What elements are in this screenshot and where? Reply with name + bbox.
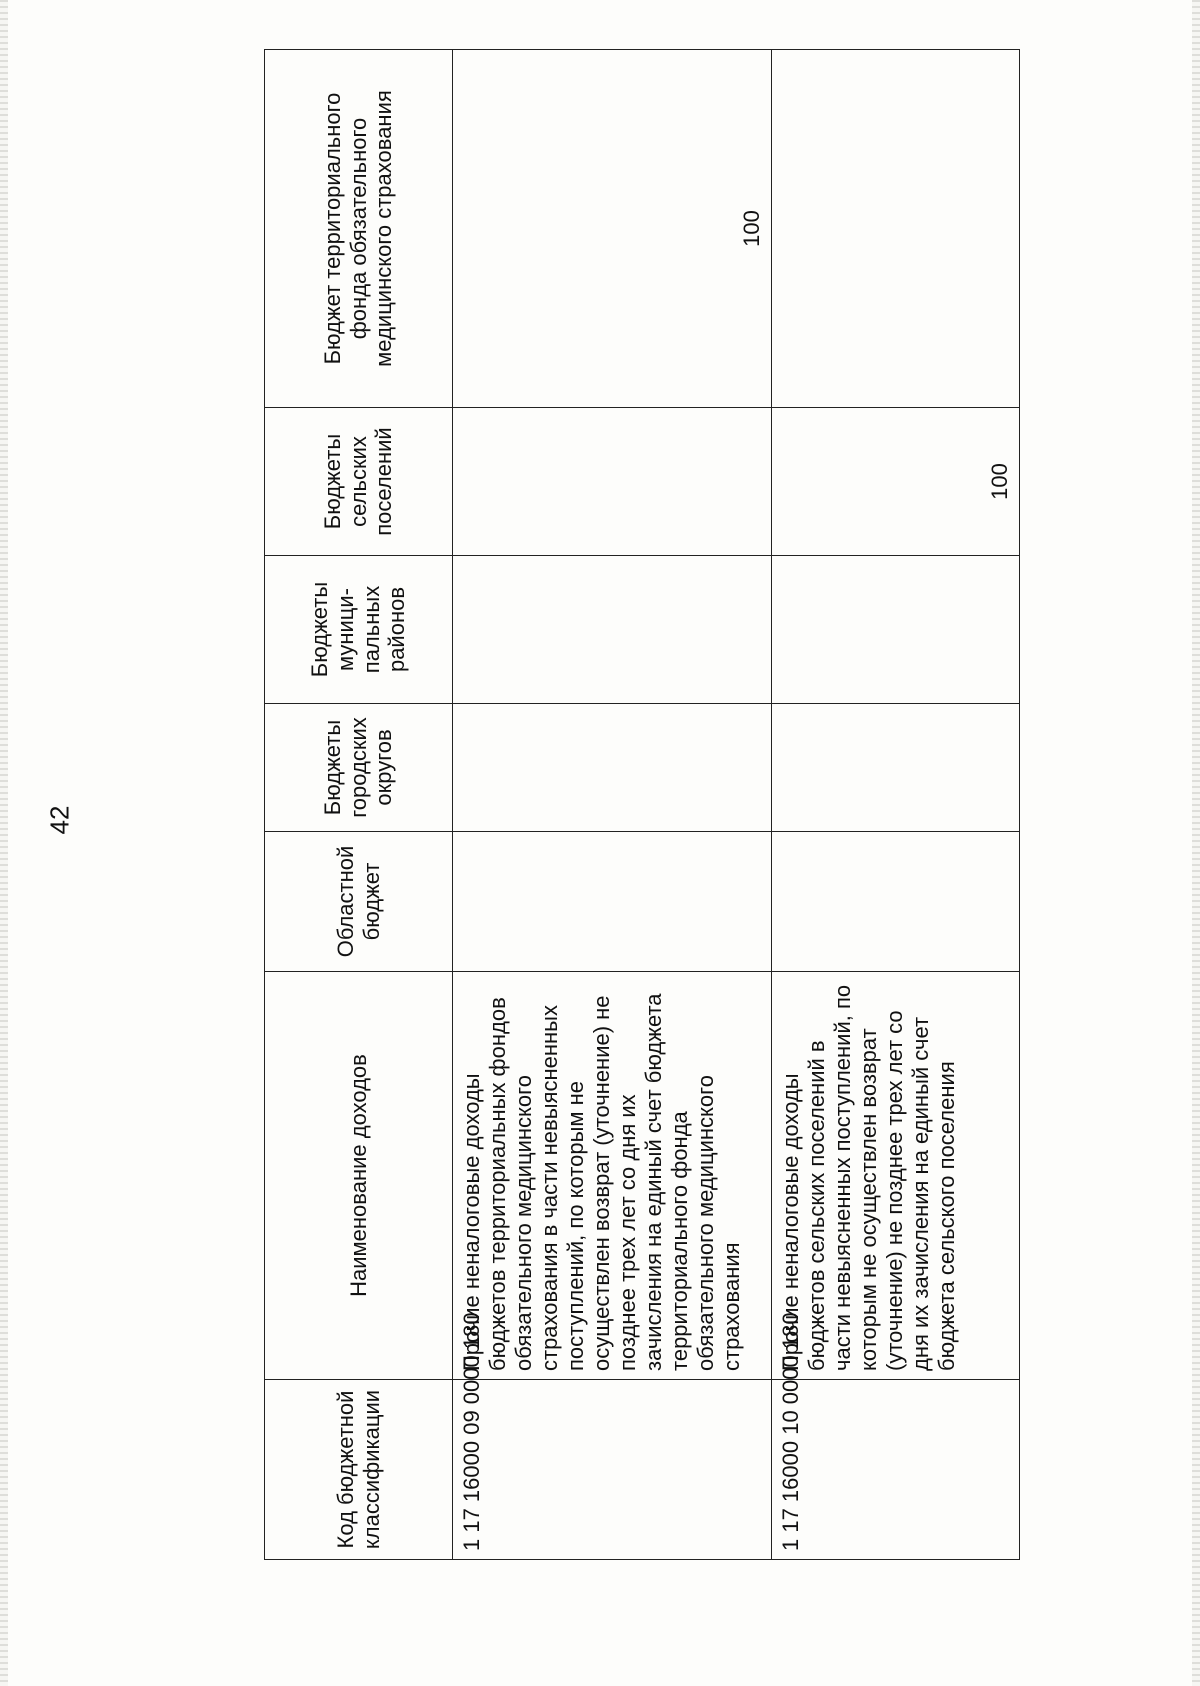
cell-rural-settlements bbox=[453, 408, 772, 556]
cell-oblast bbox=[772, 832, 1020, 972]
header-tfoms-budget: Бюджет территориального фонда обязательного медицинского страхования bbox=[265, 50, 453, 408]
cell-code: 1 17 16000 10 0000 180 bbox=[772, 1380, 1020, 1560]
cell-city-districts bbox=[772, 704, 1020, 832]
header-municipal-districts: Бюджеты муници-пальных районов bbox=[265, 556, 453, 704]
cell-rural-settlements: 100 bbox=[772, 408, 1020, 556]
cell-name: Прочие неналоговые доходы бюджетов сельских поселений в части невыясненных поступлений, по которым не осуществлен возврат (уточнение) не позднее трех лет со дня их зачисления на единый счет бюджета сельского поселения bbox=[772, 972, 1020, 1380]
cell-municipal-districts bbox=[772, 556, 1020, 704]
header-rural-settlements: Бюджеты сельских поселений bbox=[265, 408, 453, 556]
cell-city-districts bbox=[453, 704, 772, 832]
cell-oblast bbox=[453, 832, 772, 972]
cell-code: 1 17 16000 09 0000 180 bbox=[453, 1380, 772, 1560]
cell-name: Прочие неналоговые доходы бюджетов территориальных фондов обязательного медицинского страхования в части невыясненных поступлений, по которым не осуществлен возврат (уточнение) не позднее трех лет со дня их зачисления на единый счет бюджета территориального фонда обязательного медицинского страхования bbox=[453, 972, 772, 1380]
cell-tfoms: 100 bbox=[453, 50, 772, 408]
cell-tfoms bbox=[772, 50, 1020, 408]
header-city-districts: Бюджеты городских округов bbox=[265, 704, 453, 832]
cell-municipal-districts bbox=[453, 556, 772, 704]
rotated-table-wrapper bbox=[264, 50, 1020, 1560]
header-code: Код бюджетной классификации bbox=[265, 1380, 453, 1560]
page-number: 42 bbox=[44, 805, 75, 835]
table-header-row bbox=[265, 50, 453, 1560]
table-row bbox=[772, 50, 1020, 1560]
revenue-distribution-table bbox=[264, 49, 1020, 1560]
table-row bbox=[453, 50, 772, 1560]
header-oblast-budget: Областной бюджет bbox=[265, 832, 453, 972]
header-name: Наименование доходов bbox=[265, 972, 453, 1380]
